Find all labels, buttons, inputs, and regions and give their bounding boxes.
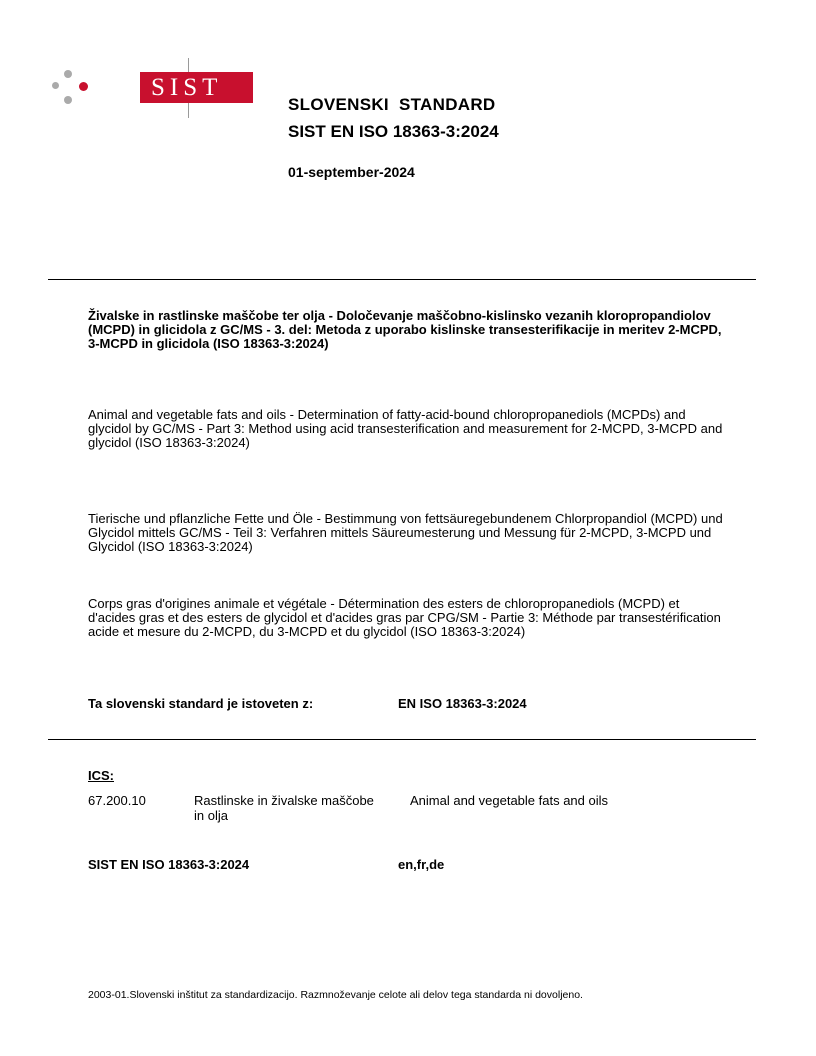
standard-number: SIST EN ISO 18363-3:2024	[288, 122, 499, 141]
ics-code: 67.200.10	[88, 793, 146, 808]
ics-description-english: Animal and vegetable fats and oils	[410, 793, 609, 808]
copyright-notice: 2003-01.Slovenski inštitut za standardizacijo. Razmnoževanje celote ali delov tega standarda ni dovoljeno.	[88, 989, 583, 1001]
title-german: Tierische und pflanzliche Fette und Öle - Bestimmung von fettsäuregebundenem Chlorpropandiol (MCPD) und Glycidol mittels GC/MS - Teil 3: Verfahren mittels Säureumesterung und Messung für 2-MCPD, 3-MCPD und Glycidol (ISO 18363-3:2024)	[88, 511, 723, 554]
footer-languages: en,fr,de	[398, 857, 445, 872]
sist-logo	[48, 58, 223, 118]
ics-description-slovenian: Rastlinske in živalske maščobe in olja	[194, 793, 374, 823]
top-divider	[48, 279, 756, 280]
identical-label: Ta slovenski standard je istoveten z:	[88, 696, 314, 711]
logo-dot-icon	[52, 82, 59, 89]
identical-value: EN ISO 18363-3:2024	[398, 696, 527, 711]
logo-dot-icon	[64, 70, 72, 78]
logo-red-dot-icon	[79, 82, 88, 91]
title-slovenian: Živalske in rastlinske maščobe ter olja - Določevanje maščobno-kislinsko vezanih kloropropandiolov (MCPD) in glicidola z GC/MS - 3. del: Metoda z uporabo kislinske transesterifikacije in meritev 2-MCPD, 3-MCPD in glicidola (ISO 18363-3:2024)	[88, 308, 722, 351]
standard-label: SLOVENSKI STANDARD	[288, 95, 496, 114]
ics-label: ICS:	[88, 768, 114, 783]
publication-date: 01-september-2024	[288, 164, 415, 180]
title-english: Animal and vegetable fats and oils - Determination of fatty-acid-bound chloropropanediols (MCPDs) and glycidol by GC/MS - Part 3: Method using acid transesterification and measurement for 2-MCPD, 3-MCPD and glycidol (ISO 18363-3:2024)	[88, 407, 723, 450]
logo-dot-icon	[64, 96, 72, 104]
title-french: Corps gras d'origines animale et végétale - Détermination des esters de chloropropanediols (MCPD) et d'acides gras et des esters de glycidol et d'acides gras par CPG/SM - Partie 3: Méthode par transestérification acide et mesure du 2-MCPD, du 3-MCPD et du glycidol (ISO 18363-3:2024)	[88, 596, 721, 639]
logo-wordmark: SIST	[140, 72, 253, 103]
middle-divider	[48, 739, 756, 740]
footer-standard-number: SIST EN ISO 18363-3:2024	[88, 857, 250, 872]
